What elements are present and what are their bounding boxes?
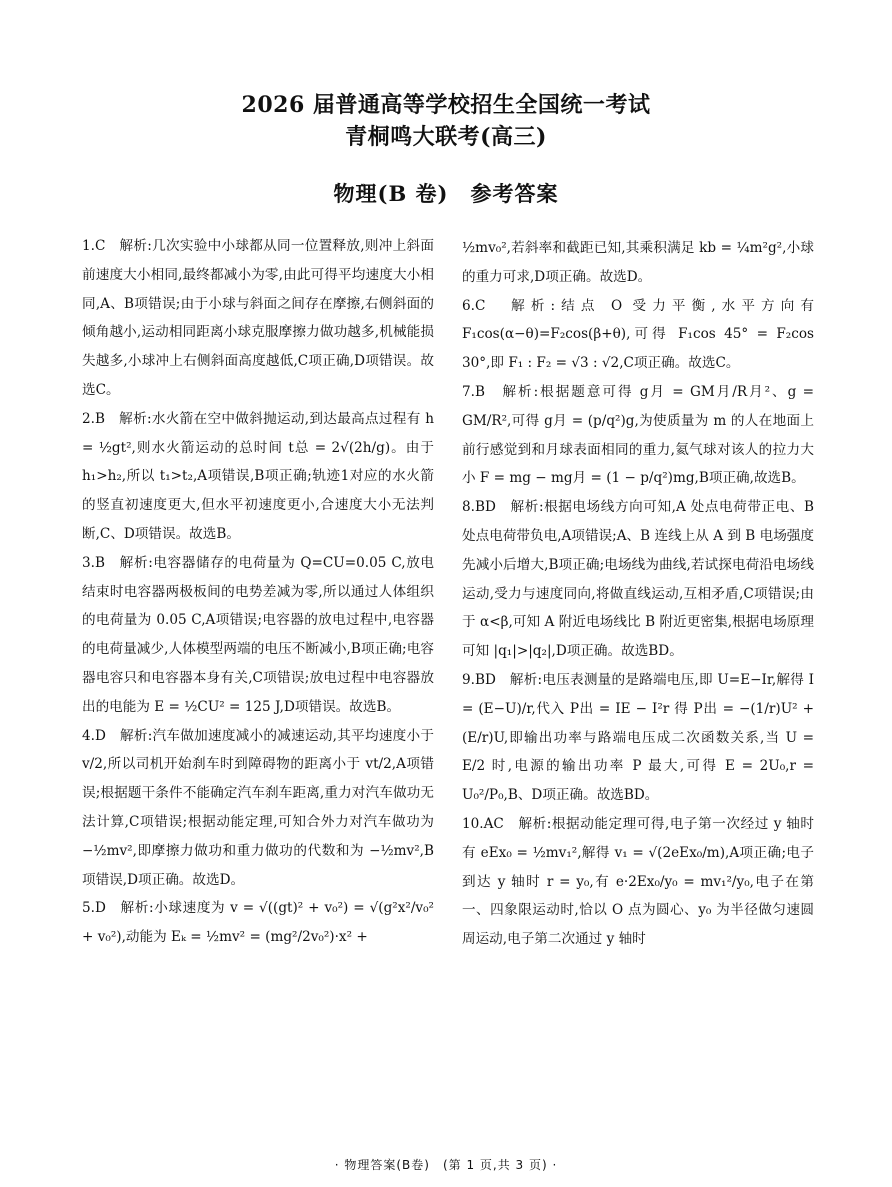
answer-item: 10.AC 解析:根据动能定理可得,电子第一次经过 y 轴时有 eEx₀ = ½mv₁²,解得 v₁ = √(2eEx₀/m),A项正确;电子到达 y 轴时 r = y₀,有 e·2Ex₀/y₀ = mv₁²/y₀,电子在第一、四象限运动时,恰以 O 点为圆心、y₀ 为半径做匀速圆周运动,电子第二次通过 y 轴时 [462, 815, 814, 948]
answer-item: 4.D 解析:汽车做加速度减小的减速运动,其平均速度小于 v/2,所以司机开始刹车时到障碍物的距离小于 vt/2,A项错误;根据题干条件不能确定汽车刹车距离,重力对汽车做功无法计算,C项错误;根据动能定理,可知合外力对汽车做功为 −½mv²,即摩擦力做功和重力做功的代数和为 −½mv²,B项错误,D项正确。故选D。 [82, 727, 434, 888]
answer-item: 9.BD 解析:电压表测量的是路端电压,即 U=E−Ir,解得 I = (E−U)/r,代入 P出 = IE − I²r 得 P出 = −(1/r)U² + (E/r)U,即输出功率与路端电压成二次函数关系,当 U = E/2 时,电源的输出功率 P 最大,可得 E = 2U₀,r = U₀²/P₀,B、D项正确。故选BD。 [462, 671, 814, 804]
answer-item: 2.B 解析:水火箭在空中做斜抛运动,到达最高点过程有 h = ½gt²,则水火箭运动的总时间 t总 = 2√(2h/g)。由于 h₁>h₂,所以 t₁>t₂,A项错误,B项正确;轨迹1对应的水火箭的竖直初速度更大,但水平初速度更小,合速度大小无法判断,C、D项错误。故选B。 [82, 410, 434, 542]
exam-subtitle: 青桐鸣大联考(高三) [345, 124, 547, 150]
answer-item-continuation: ½mv₀²,若斜率和截距已知,其乘积满足 kb = ¼m²g²,小球的重力可求,D项正确。故选D。 [462, 240, 814, 285]
answer-item: 1.C 解析:几次实验中小球都从同一位置释放,则冲上斜面前速度大小相同,最终都减小为零,由此可得平均速度大小相同,A、B项错误;由于小球与斜面之间存在摩擦,右侧斜面的倾角越小,运动相同距离小球克服摩擦力做功越多,机械能损失越多,小球冲上右侧斜面高度越低,C项正确,D项错误。故选C。 [82, 238, 434, 398]
answer-item: 6.C 解析:结点 O 受力平衡,水平方向有 F₁cos(α−θ)=F₂cos(β+θ),可得 F₁cos 45° = F₂cos 30°,即 F₁ : F₂ = √3 : √2,C项正确。故选C。 [462, 297, 814, 372]
answer-item: 7.B 解析:根据题意可得 g月 = GM月/R月²、g = GM/R²,可得 g月 = (p/q²)g,为使质量为 m 的人在地面上前行感觉到和月球表面相同的重力,氦气球对该人的拉力大小 F = mg − mg月 = (1 − p/q²)mg,B项正确,故选B。 [462, 383, 814, 487]
subject-heading: 物理(B 卷) 参考答案 [333, 181, 559, 206]
right-column [462, 234, 814, 954]
exam-title: 2026 届普通高等学校招生全国统一考试 [241, 92, 651, 118]
left-column [82, 232, 434, 952]
answer-item: 8.BD 解析:根据电场线方向可知,A 处点电荷带正电、B 处点电荷带负电,A项错误;A、B 连线上从 A 到 B 电场强度先减小后增大,B项正确;电场线为曲线,若试探电荷沿电场线运动,受力与速度同向,将做直线运动,互相矛盾,C项错误;由于 α<β,可知 A 附近电场线比 B 附近更密集,根据电场原理可知 |q₁|>|q₂|,D项正确。故选BD。 [462, 499, 814, 660]
page-footer: · 物理答案(B卷) (第 1 页,共 3 页) · [334, 1158, 558, 1172]
answer-item: 3.B 解析:电容器储存的电荷量为 Q=CU=0.05 C,放电结束时电容器两极板间的电势差减为零,所以通过人体组织的电荷量为 0.05 C,A项错误;电容器的放电过程中,电容器的电荷量减少,人体模型两端的电压不断减小,B项正确;电容器电容只和电容器本身有关,C项错误;放电过程中电容器放出的电能为 E = ½CU² = 125 J,D项错误。故选B。 [82, 554, 434, 715]
answer-item: 5.D 解析:小球速度为 v = √((gt)² + v₀²) = √(g²x²/v₀² + v₀²),动能为 Eₖ = ½mv² = (mg²/2v₀²)·x² + [82, 900, 434, 946]
